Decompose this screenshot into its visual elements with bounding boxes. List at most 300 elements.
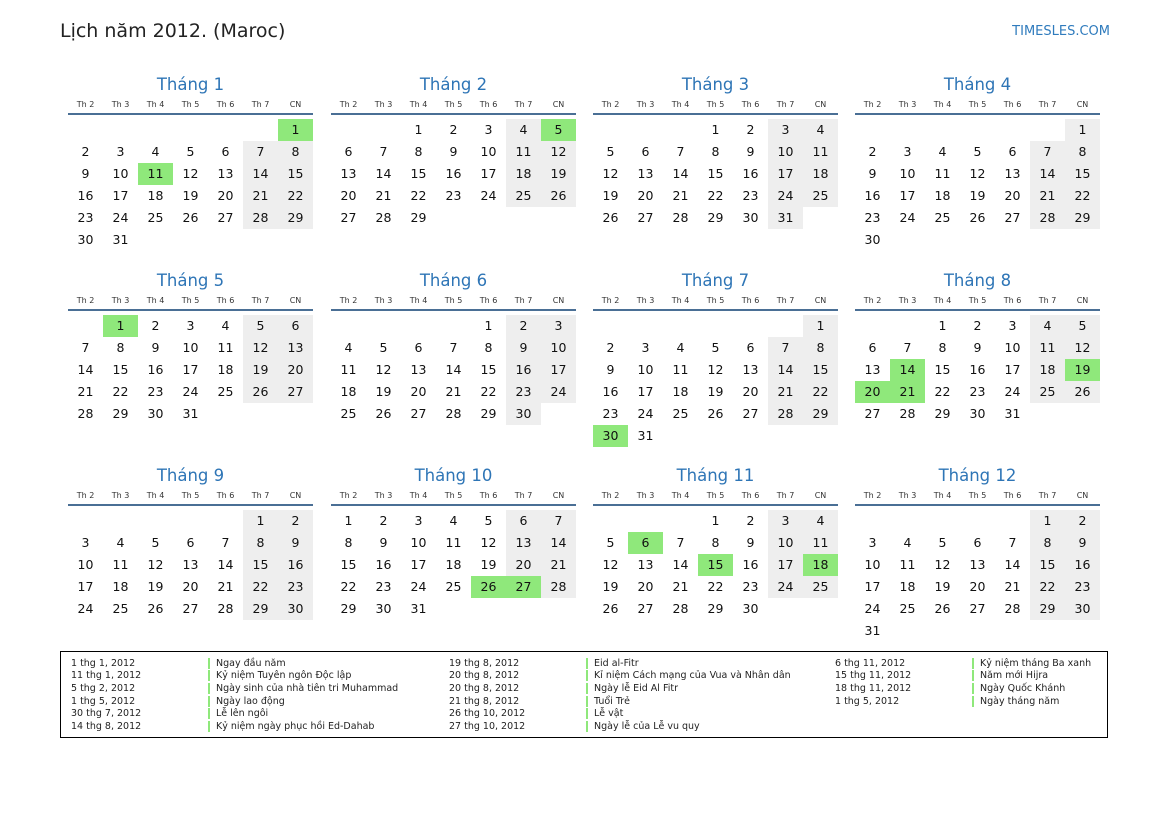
day-cell: 30 [969,406,986,421]
day-cell: 5 [151,535,160,550]
day-cell-holiday: 1 [103,315,138,337]
day-cell-empty [103,119,138,141]
day-cell: 30 [742,210,759,225]
day-cell-empty [628,315,663,337]
weekday-label: Th 2 [863,491,882,500]
day-cell: 30 [278,598,313,620]
day-cell: 19 [934,579,951,594]
weekday-label: Th 3 [111,100,130,109]
day-cell: 27 [410,406,427,421]
day-cell: 5 [379,340,388,355]
day-cell: 15 [278,163,313,185]
day-cell: 20 [182,579,199,594]
month-title: Tháng 9 [156,466,225,485]
day-cell: 28 [899,406,916,421]
day-cell: 25 [934,210,951,225]
legend-column [71,657,398,733]
day-cell: 26 [602,210,619,225]
site-link[interactable]: TIMESLES.COM [1012,24,1110,39]
day-cell-empty [68,119,103,141]
day-cell: 27 [637,210,654,225]
day-cell: 5 [606,144,615,159]
day-cell-empty [890,315,925,337]
legend-holiday-name: Ngày tháng năm [980,695,1060,707]
day-cell: 22 [1065,185,1100,207]
day-cell: 11 [506,141,541,163]
day-cell: 27 [864,406,881,421]
weekday-label: Th 4 [933,296,952,305]
weekday-label: Th 7 [514,100,533,109]
day-cell-holiday: 26 [471,576,506,598]
day-cell: 16 [864,188,881,203]
day-cell: 23 [278,576,313,598]
weekday-label: Th 6 [479,491,498,500]
day-cell-empty [663,119,698,141]
day-cell: 21 [541,554,576,576]
weekday-label: Th 7 [1038,491,1057,500]
day-cell: 17 [112,188,129,203]
day-cell-empty [855,119,890,141]
weekday-label: CN [1076,296,1089,305]
day-cell: 7 [449,340,458,355]
day-cell: 18 [899,579,916,594]
day-cell: 5 [484,513,493,528]
day-cell-empty [401,315,436,337]
weekday-label: Th 4 [146,100,165,109]
day-cell: 8 [414,144,423,159]
weekday-label: CN [552,296,565,305]
day-cell: 11 [340,362,357,377]
day-cell: 8 [711,535,720,550]
day-cell: 15 [1030,554,1065,576]
day-cell-empty [173,119,208,141]
day-cell: 6 [973,535,982,550]
day-cell: 29 [278,207,313,229]
day-cell: 7 [1008,535,1017,550]
day-cell: 2 [868,144,877,159]
day-cell: 13 [864,362,881,377]
day-cell: 20 [637,579,654,594]
holiday-marker [586,721,588,732]
day-cell: 23 [375,579,392,594]
day-cell: 4 [116,535,125,550]
day-cell: 19 [602,188,619,203]
legend-holiday-name: Lễ lên ngôi [216,708,269,720]
day-cell: 20 [340,188,357,203]
day-cell: 20 [742,384,759,399]
day-cell: 20 [278,359,313,381]
day-cell-empty [890,510,925,532]
holiday-legend [60,651,1108,738]
weekday-label: Th 6 [741,100,760,109]
day-cell: 7 [243,141,278,163]
day-cell: 24 [182,384,199,399]
day-grid [593,315,838,447]
legend-column [449,657,791,733]
day-cell-empty [243,119,278,141]
holiday-marker [586,708,588,719]
day-cell: 9 [973,340,982,355]
day-cell: 6 [506,510,541,532]
month-calendar [68,268,313,425]
day-cell: 25 [112,601,129,616]
legend-column [835,657,1091,707]
day-cell: 21 [77,384,94,399]
weekday-label: Th 7 [776,491,795,500]
weekday-label: Th 4 [933,100,952,109]
day-cell: 29 [707,601,724,616]
day-cell: 30 [742,601,759,616]
day-cell: 1 [484,318,493,333]
day-cell: 13 [969,557,986,572]
day-cell: 26 [375,406,392,421]
day-cell: 3 [541,315,576,337]
legend-row [835,682,1091,695]
day-cell: 16 [278,554,313,576]
day-cell: 2 [278,510,313,532]
day-cell: 7 [379,144,388,159]
day-cell: 5 [186,144,195,159]
day-cell: 19 [182,188,199,203]
day-cell: 28 [445,406,462,421]
day-cell: 23 [445,188,462,203]
day-cell: 12 [934,557,951,572]
weekday-label: CN [552,491,565,500]
day-cell: 27 [742,406,759,421]
day-cell-holiday: 15 [698,554,733,576]
day-cell: 24 [541,381,576,403]
weekday-label: Th 2 [76,491,95,500]
day-cell: 25 [445,579,462,594]
day-grid [68,315,313,425]
weekday-header [331,294,576,311]
weekday-label: Th 6 [479,296,498,305]
day-cell: 18 [672,384,689,399]
day-cell-empty [855,315,890,337]
legend-date: 20 thg 8, 2012 [449,670,520,682]
day-cell: 11 [899,557,916,572]
day-cell: 11 [803,141,838,163]
day-cell: 16 [1065,554,1100,576]
day-cell: 2 [151,318,160,333]
legend-date: 18 thg 11, 2012 [835,682,912,694]
day-cell: 14 [768,359,803,381]
legend-holiday-name: Năm mới Hijra [980,670,1049,682]
legend-holiday-name: Kỷ niệm Tuyên ngôn Độc lập [216,670,352,682]
month-calendar [593,72,838,229]
day-cell: 5 [711,340,720,355]
day-cell: 18 [803,163,838,185]
day-cell: 29 [340,601,357,616]
weekday-label: Th 6 [479,100,498,109]
day-cell: 15 [707,166,724,181]
day-cell: 8 [1065,141,1100,163]
day-cell: 26 [602,601,619,616]
day-cell: 28 [768,403,803,425]
day-cell: 7 [676,535,685,550]
weekday-label: Th 6 [216,491,235,500]
day-cell: 24 [77,601,94,616]
day-cell-empty [663,510,698,532]
day-cell: 17 [480,166,497,181]
day-cell-empty [331,119,366,141]
day-cell: 21 [445,384,462,399]
day-grid [331,315,576,425]
day-cell-empty [138,510,173,532]
day-cell: 12 [707,362,724,377]
weekday-label: Th 4 [933,491,952,500]
weekday-label: Th 2 [339,296,358,305]
weekday-label: Th 6 [1003,100,1022,109]
day-cell: 8 [116,340,125,355]
day-cell-empty [890,119,925,141]
day-cell: 17 [1004,362,1021,377]
day-cell-empty [628,510,663,532]
day-cell: 10 [182,340,199,355]
holiday-marker [972,683,974,694]
day-cell: 19 [602,579,619,594]
weekday-header [68,98,313,115]
day-cell: 19 [707,384,724,399]
day-cell: 4 [803,119,838,141]
day-cell: 17 [637,384,654,399]
legend-date: 5 thg 2, 2012 [71,682,136,694]
day-cell: 1 [938,318,947,333]
weekday-label: Th 5 [181,296,200,305]
day-cell: 22 [1030,576,1065,598]
day-cell: 17 [410,557,427,572]
day-cell: 16 [445,166,462,181]
holiday-marker [972,670,974,681]
legend-row [449,695,791,708]
page-title: Lịch năm 2012. (Maroc) [60,20,286,42]
holiday-marker [208,696,210,707]
day-cell: 16 [742,166,759,181]
day-grid [68,119,313,251]
day-cell: 5 [606,535,615,550]
weekday-label: Th 5 [444,491,463,500]
day-cell: 20 [410,384,427,399]
day-cell: 2 [81,144,90,159]
day-grid [855,315,1100,425]
legend-date: 30 thg 7, 2012 [71,708,142,720]
weekday-label: Th 2 [863,100,882,109]
day-cell: 28 [1030,207,1065,229]
weekday-label: Th 4 [671,491,690,500]
month-title: Tháng 8 [943,271,1012,290]
day-cell: 10 [480,144,497,159]
day-cell: 12 [182,166,199,181]
weekday-label: Th 3 [374,100,393,109]
day-cell: 3 [1008,318,1017,333]
weekday-label: CN [1076,100,1089,109]
day-cell: 16 [742,557,759,572]
day-cell: 9 [379,535,388,550]
day-cell: 1 [1065,119,1100,141]
day-cell: 8 [711,144,720,159]
day-cell: 20 [506,554,541,576]
day-cell: 16 [602,384,619,399]
month-title: Tháng 1 [156,75,225,94]
month-title: Tháng 2 [419,75,488,94]
legend-row [449,720,791,733]
legend-row [71,707,398,720]
day-cell: 21 [672,579,689,594]
legend-date: 1 thg 1, 2012 [71,657,136,669]
weekday-label: Th 2 [76,296,95,305]
day-cell: 22 [410,188,427,203]
day-grid [855,119,1100,251]
day-cell: 4 [221,318,230,333]
day-cell: 28 [541,576,576,598]
day-cell: 17 [77,579,94,594]
day-grid [855,510,1100,642]
day-cell-holiday: 1 [278,119,313,141]
day-cell-empty [68,315,103,337]
day-cell: 14 [672,166,689,181]
day-cell: 12 [541,141,576,163]
day-cell: 12 [243,337,278,359]
weekday-label: Th 6 [216,296,235,305]
day-cell: 26 [147,601,164,616]
legend-row [449,670,791,683]
day-cell: 5 [1065,315,1100,337]
day-cell: 30 [77,232,94,247]
weekday-label: Th 7 [514,296,533,305]
day-cell: 29 [1030,598,1065,620]
day-cell: 11 [445,535,462,550]
day-cell: 31 [864,623,881,638]
day-cell: 12 [1065,337,1100,359]
day-cell: 29 [410,210,427,225]
day-cell: 30 [864,232,881,247]
legend-holiday-name: Ngày Quốc Khánh [980,682,1066,694]
weekday-label: Th 4 [409,296,428,305]
day-cell: 3 [768,510,803,532]
day-cell: 25 [803,576,838,598]
day-cell: 21 [1004,579,1021,594]
day-cell: 13 [340,166,357,181]
day-cell: 4 [803,510,838,532]
day-grid [331,510,576,620]
day-cell: 30 [1065,598,1100,620]
day-cell: 29 [1065,207,1100,229]
day-cell: 25 [899,601,916,616]
month-title: Tháng 7 [681,271,750,290]
weekday-label: Th 7 [1038,100,1057,109]
day-cell: 7 [541,510,576,532]
weekday-header [855,98,1100,115]
day-cell: 18 [147,188,164,203]
day-cell: 31 [410,601,427,616]
holiday-marker [208,721,210,732]
day-grid [593,510,838,620]
day-cell: 28 [243,207,278,229]
day-cell-empty [995,510,1030,532]
day-cell: 8 [278,141,313,163]
day-cell: 1 [344,513,353,528]
day-cell-empty [331,315,366,337]
day-cell-empty [593,119,628,141]
day-cell: 12 [602,166,619,181]
day-cell: 2 [506,315,541,337]
day-cell: 28 [1004,601,1021,616]
day-cell-holiday: 6 [628,532,663,554]
weekday-label: CN [552,100,565,109]
day-cell-holiday: 30 [593,425,628,447]
day-cell: 27 [217,210,234,225]
legend-row [835,670,1091,683]
day-cell: 9 [151,340,160,355]
day-cell: 11 [112,557,129,572]
legend-holiday-name: Lễ vật [594,708,624,720]
day-cell: 2 [746,513,755,528]
day-cell: 13 [742,362,759,377]
day-cell: 6 [278,315,313,337]
day-cell: 10 [112,166,129,181]
month-calendar [855,268,1100,425]
day-cell: 13 [506,532,541,554]
day-cell: 8 [484,340,493,355]
day-cell-empty [173,510,208,532]
day-cell: 6 [868,340,877,355]
day-cell: 31 [1004,406,1021,421]
weekday-label: CN [1076,491,1089,500]
weekday-label: Th 3 [374,296,393,305]
day-cell: 15 [803,359,838,381]
day-cell: 25 [672,406,689,421]
legend-holiday-name: Kỷ niệm ngày phục hồi Ed-Dahab [216,720,375,732]
day-cell: 20 [217,188,234,203]
weekday-label: Th 4 [671,296,690,305]
day-cell: 23 [147,384,164,399]
weekday-label: Th 4 [671,100,690,109]
day-cell: 22 [340,579,357,594]
month-calendar [68,463,313,620]
day-cell: 17 [768,554,803,576]
day-cell: 26 [541,185,576,207]
day-cell: 13 [217,166,234,181]
legend-date: 14 thg 8, 2012 [71,720,142,732]
month-title: Tháng 10 [414,466,493,485]
day-cell: 17 [768,163,803,185]
day-cell: 15 [243,554,278,576]
day-cell: 14 [375,166,392,181]
weekday-header [855,294,1100,311]
day-cell-empty [925,119,960,141]
weekday-label: Th 7 [251,296,270,305]
day-cell: 9 [506,337,541,359]
day-cell: 15 [112,362,129,377]
weekday-label: Th 5 [444,100,463,109]
weekday-label: Th 7 [514,491,533,500]
day-cell: 1 [711,513,720,528]
holiday-marker [972,696,974,707]
day-cell: 5 [243,315,278,337]
day-cell: 3 [903,144,912,159]
weekday-label: Th 5 [968,296,987,305]
day-cell: 25 [1030,381,1065,403]
day-cell: 15 [410,166,427,181]
day-cell: 7 [676,144,685,159]
day-cell: 21 [375,188,392,203]
day-cell: 15 [340,557,357,572]
month-calendar [593,268,838,447]
day-cell: 14 [672,557,689,572]
day-cell: 6 [186,535,195,550]
day-cell-empty [628,119,663,141]
day-cell: 27 [182,601,199,616]
